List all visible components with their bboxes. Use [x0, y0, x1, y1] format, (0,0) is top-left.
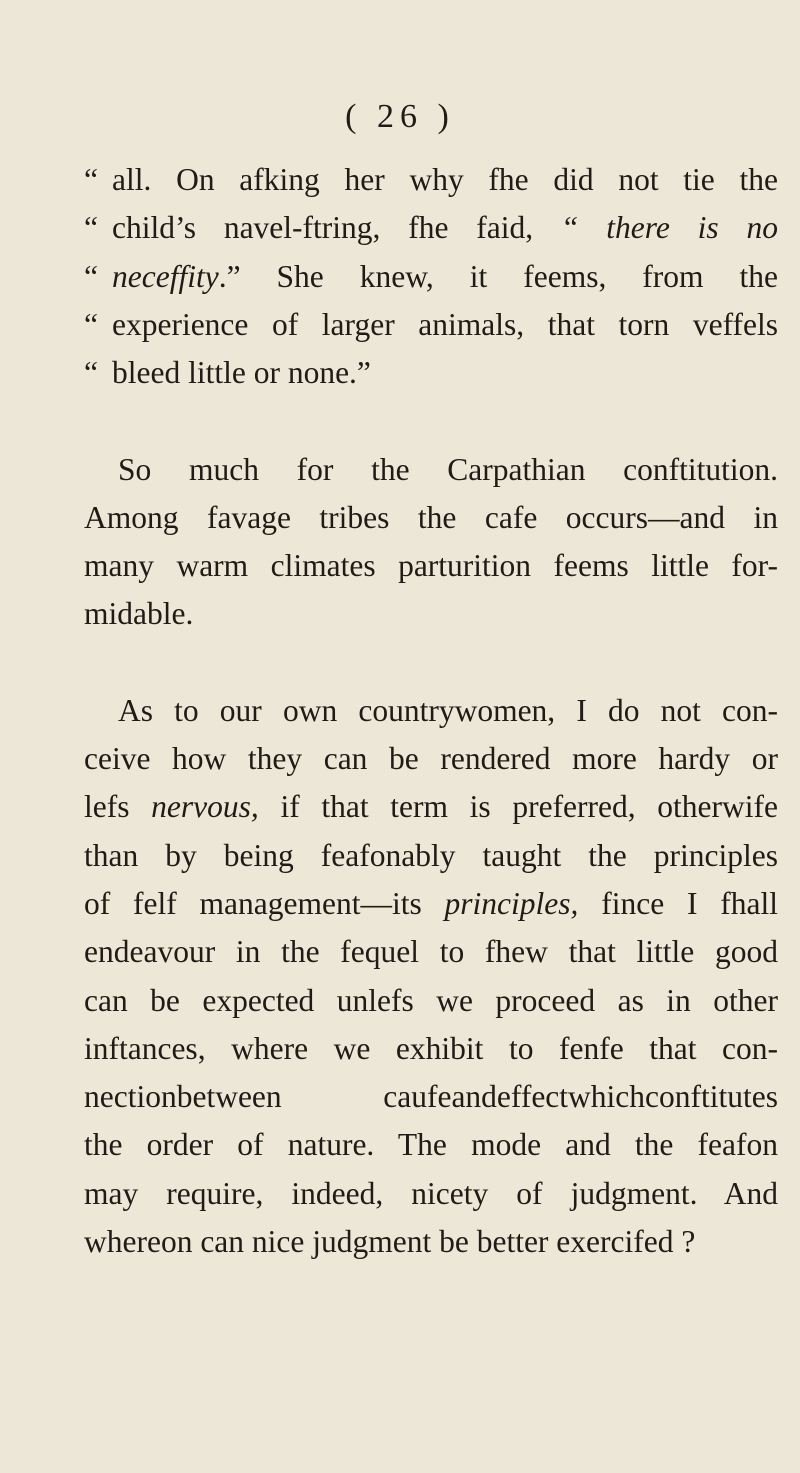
text-run: all. On afking her why fhe did not tie the [112, 162, 778, 197]
text-run: experience of larger animals, that torn veffels [112, 306, 778, 342]
text-run: can be expected unlefs we proceed as in other [84, 982, 778, 1018]
text-run: whereon can nice judgment be better exercifed ? [84, 1224, 696, 1259]
text-run: many warm climates parturition feems little for- [84, 548, 778, 584]
italic-text: principles, [444, 885, 579, 921]
text-run: As to our own countrywomen, I do not con- [118, 692, 778, 728]
italic-text: “ there is no [560, 210, 778, 246]
text-line [84, 499, 778, 535]
text-run: ceive how they can be rendered more hardy or [84, 741, 778, 776]
text-line [84, 743, 778, 775]
text-line [84, 936, 778, 968]
text-line [118, 692, 778, 728]
text-line [118, 451, 778, 487]
text-line [84, 1175, 778, 1211]
text-run: may require, indeed, nicety of judgment. And [84, 1175, 778, 1211]
text-line [84, 550, 778, 582]
text-line [84, 982, 778, 1018]
text-line [84, 885, 778, 921]
quote-mark: “ [84, 306, 98, 342]
text-run: midable. [84, 596, 194, 632]
text-line [84, 1030, 778, 1066]
quote-mark: “ [84, 355, 98, 391]
text-run: the order of nature. The mode and the feafon [84, 1127, 778, 1163]
italic-text: nervous, [151, 789, 259, 825]
text-line [84, 306, 778, 342]
text-line [84, 258, 778, 294]
italic-text: neceffity [112, 258, 219, 294]
text-run: .” She knew, it feems, from the [218, 258, 778, 294]
text-run: lefs [84, 789, 152, 825]
text-run: nectionbetween caufeandeffectwhichconftitutes [84, 1079, 778, 1115]
text-line [84, 598, 193, 630]
text-line [84, 212, 778, 244]
page-number: ( 26 ) [345, 98, 455, 135]
quote-mark: “ [84, 162, 98, 197]
text-line [84, 1129, 778, 1161]
text-line [84, 791, 778, 823]
text-run: than by being feafonably taught the principles [84, 837, 778, 873]
text-run: endeavour in the fequel to fhew that little good [84, 934, 778, 970]
text-run: of felf management—its [84, 885, 445, 921]
text-run: So much for the Carpathian conftitution. [118, 451, 778, 487]
quote-mark: “ [84, 258, 98, 294]
text-run: inftances, where we exhibit to fenfe that con- [84, 1030, 778, 1066]
text-run: child’s navel-ftring, fhe faid, [112, 210, 561, 246]
text-line [84, 357, 371, 389]
text-run: fince I fhall [578, 885, 778, 921]
text-line [84, 837, 778, 873]
text-line [84, 164, 778, 196]
text-run: if that term is preferred, otherwife [258, 789, 778, 825]
text-run: bleed little or none.” [112, 355, 371, 391]
quote-mark: “ [84, 210, 98, 246]
text-line [84, 1081, 778, 1113]
text-run: Among favage tribes the cafe occurs—and in [84, 499, 778, 535]
text-line [84, 1226, 695, 1258]
